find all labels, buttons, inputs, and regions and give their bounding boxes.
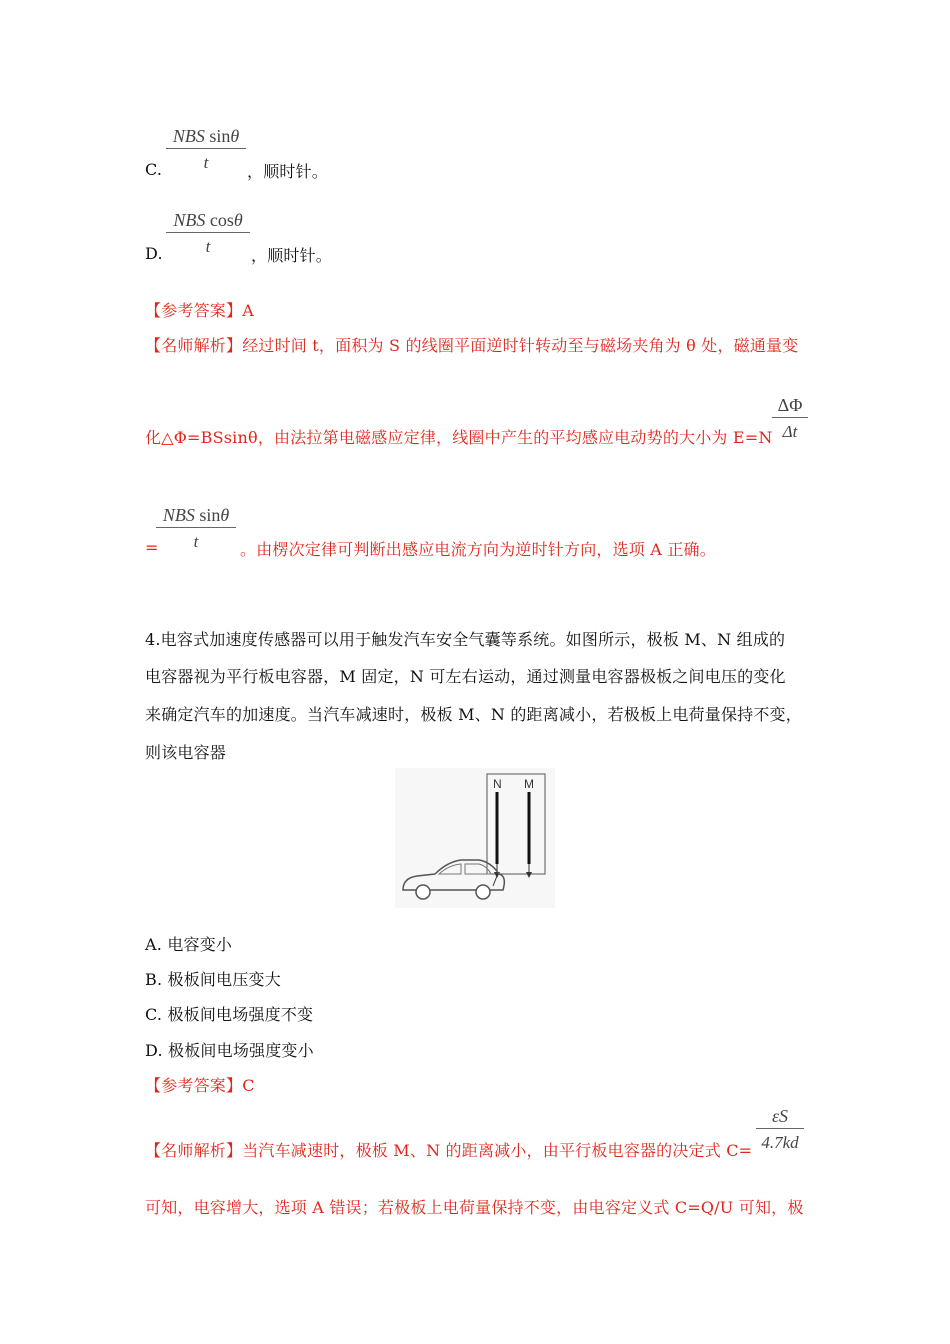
q4-analysis-line2: 可知，电容增大，选项 A 错误；若极板上电荷量保持不变，由电容定义式 C=Q/U 可知，极: [145, 1198, 804, 1217]
car-wheel-front: [416, 885, 430, 899]
q3-flux-fraction: [772, 393, 808, 446]
q4-capacitance-denominator: 4.7kd: [761, 1133, 799, 1152]
option-c-suffix: ，顺时针。: [247, 162, 329, 181]
option-c-label: C.: [145, 160, 163, 179]
q3-emf-denominator: t: [193, 532, 199, 551]
option-c-denominator: t: [203, 153, 209, 172]
q4-analysis-line1: 【名师解析】当汽车减速时，极板 M、N 的距离减小，由平行板电容器的决定式 C=: [145, 1141, 753, 1160]
q4-option-a: A. 电容变小: [145, 935, 233, 954]
q3-analysis-line3: 。由楞次定律可判断出感应电流方向为逆时针方向，选项 A 正确。: [240, 540, 716, 559]
q3-analysis-line1: 【名师解析】经过时间 t，面积为 S 的线圈平面逆时针转动至与磁场夹角为 θ 处，磁通量变: [145, 336, 799, 355]
q3-flux-numerator: ΔΦ: [772, 393, 808, 418]
option-d-suffix: ，顺时针。: [251, 246, 333, 265]
option-c-numerator: NBS sinθ: [166, 124, 246, 149]
option-c-fraction: [166, 124, 246, 177]
q4-capacitance-fraction: [756, 1104, 804, 1157]
q3-analysis-line3-prefix: =: [145, 538, 159, 557]
q3-analysis-line2: 化△Φ=BSsinθ，由法拉第电磁感应定律，线圈中产生的平均感应电动势的大小为 E=N: [145, 428, 773, 447]
plate-m-label: M: [524, 777, 534, 791]
q4-option-d: D. 极板间电场强度变小: [145, 1041, 314, 1060]
q3-flux-denominator: Δt: [782, 422, 798, 441]
q4-capacitance-numerator: εS: [756, 1104, 804, 1129]
car-capacitor-figure: [395, 768, 555, 908]
q3-emf-numerator: NBS sinθ: [156, 503, 236, 528]
q4-option-b: B. 极板间电压变大: [145, 970, 281, 989]
q4-stem-line4: 则该电容器: [145, 743, 227, 762]
q4-stem-line2: 电容器视为平行板电容器，M 固定，N 可左右运动，通过测量电容器极板之间电压的变化: [145, 667, 786, 686]
q4-stem-line1: 4.电容式加速度传感器可以用于触发汽车安全气囊等系统。如图所示，极板 M、N 组成的: [145, 630, 786, 649]
q4-stem-line3: 来确定汽车的加速度。当汽车减速时，极板 M、N 的距离减小，若极板上电荷量保持不变，: [145, 705, 802, 724]
q3-answer: 【参考答案】A: [145, 301, 254, 320]
option-d-numerator: NBS cosθ: [166, 208, 250, 233]
plate-n-label: N: [493, 777, 502, 791]
car-wheel-rear: [476, 885, 490, 899]
option-d-label: D.: [145, 244, 163, 263]
option-d-fraction: [166, 208, 250, 261]
option-d-denominator: t: [205, 237, 211, 256]
q4-option-c: C. 极板间电场强度不变: [145, 1005, 314, 1024]
q4-answer: 【参考答案】C: [145, 1076, 255, 1095]
q3-emf-fraction: [156, 503, 236, 556]
